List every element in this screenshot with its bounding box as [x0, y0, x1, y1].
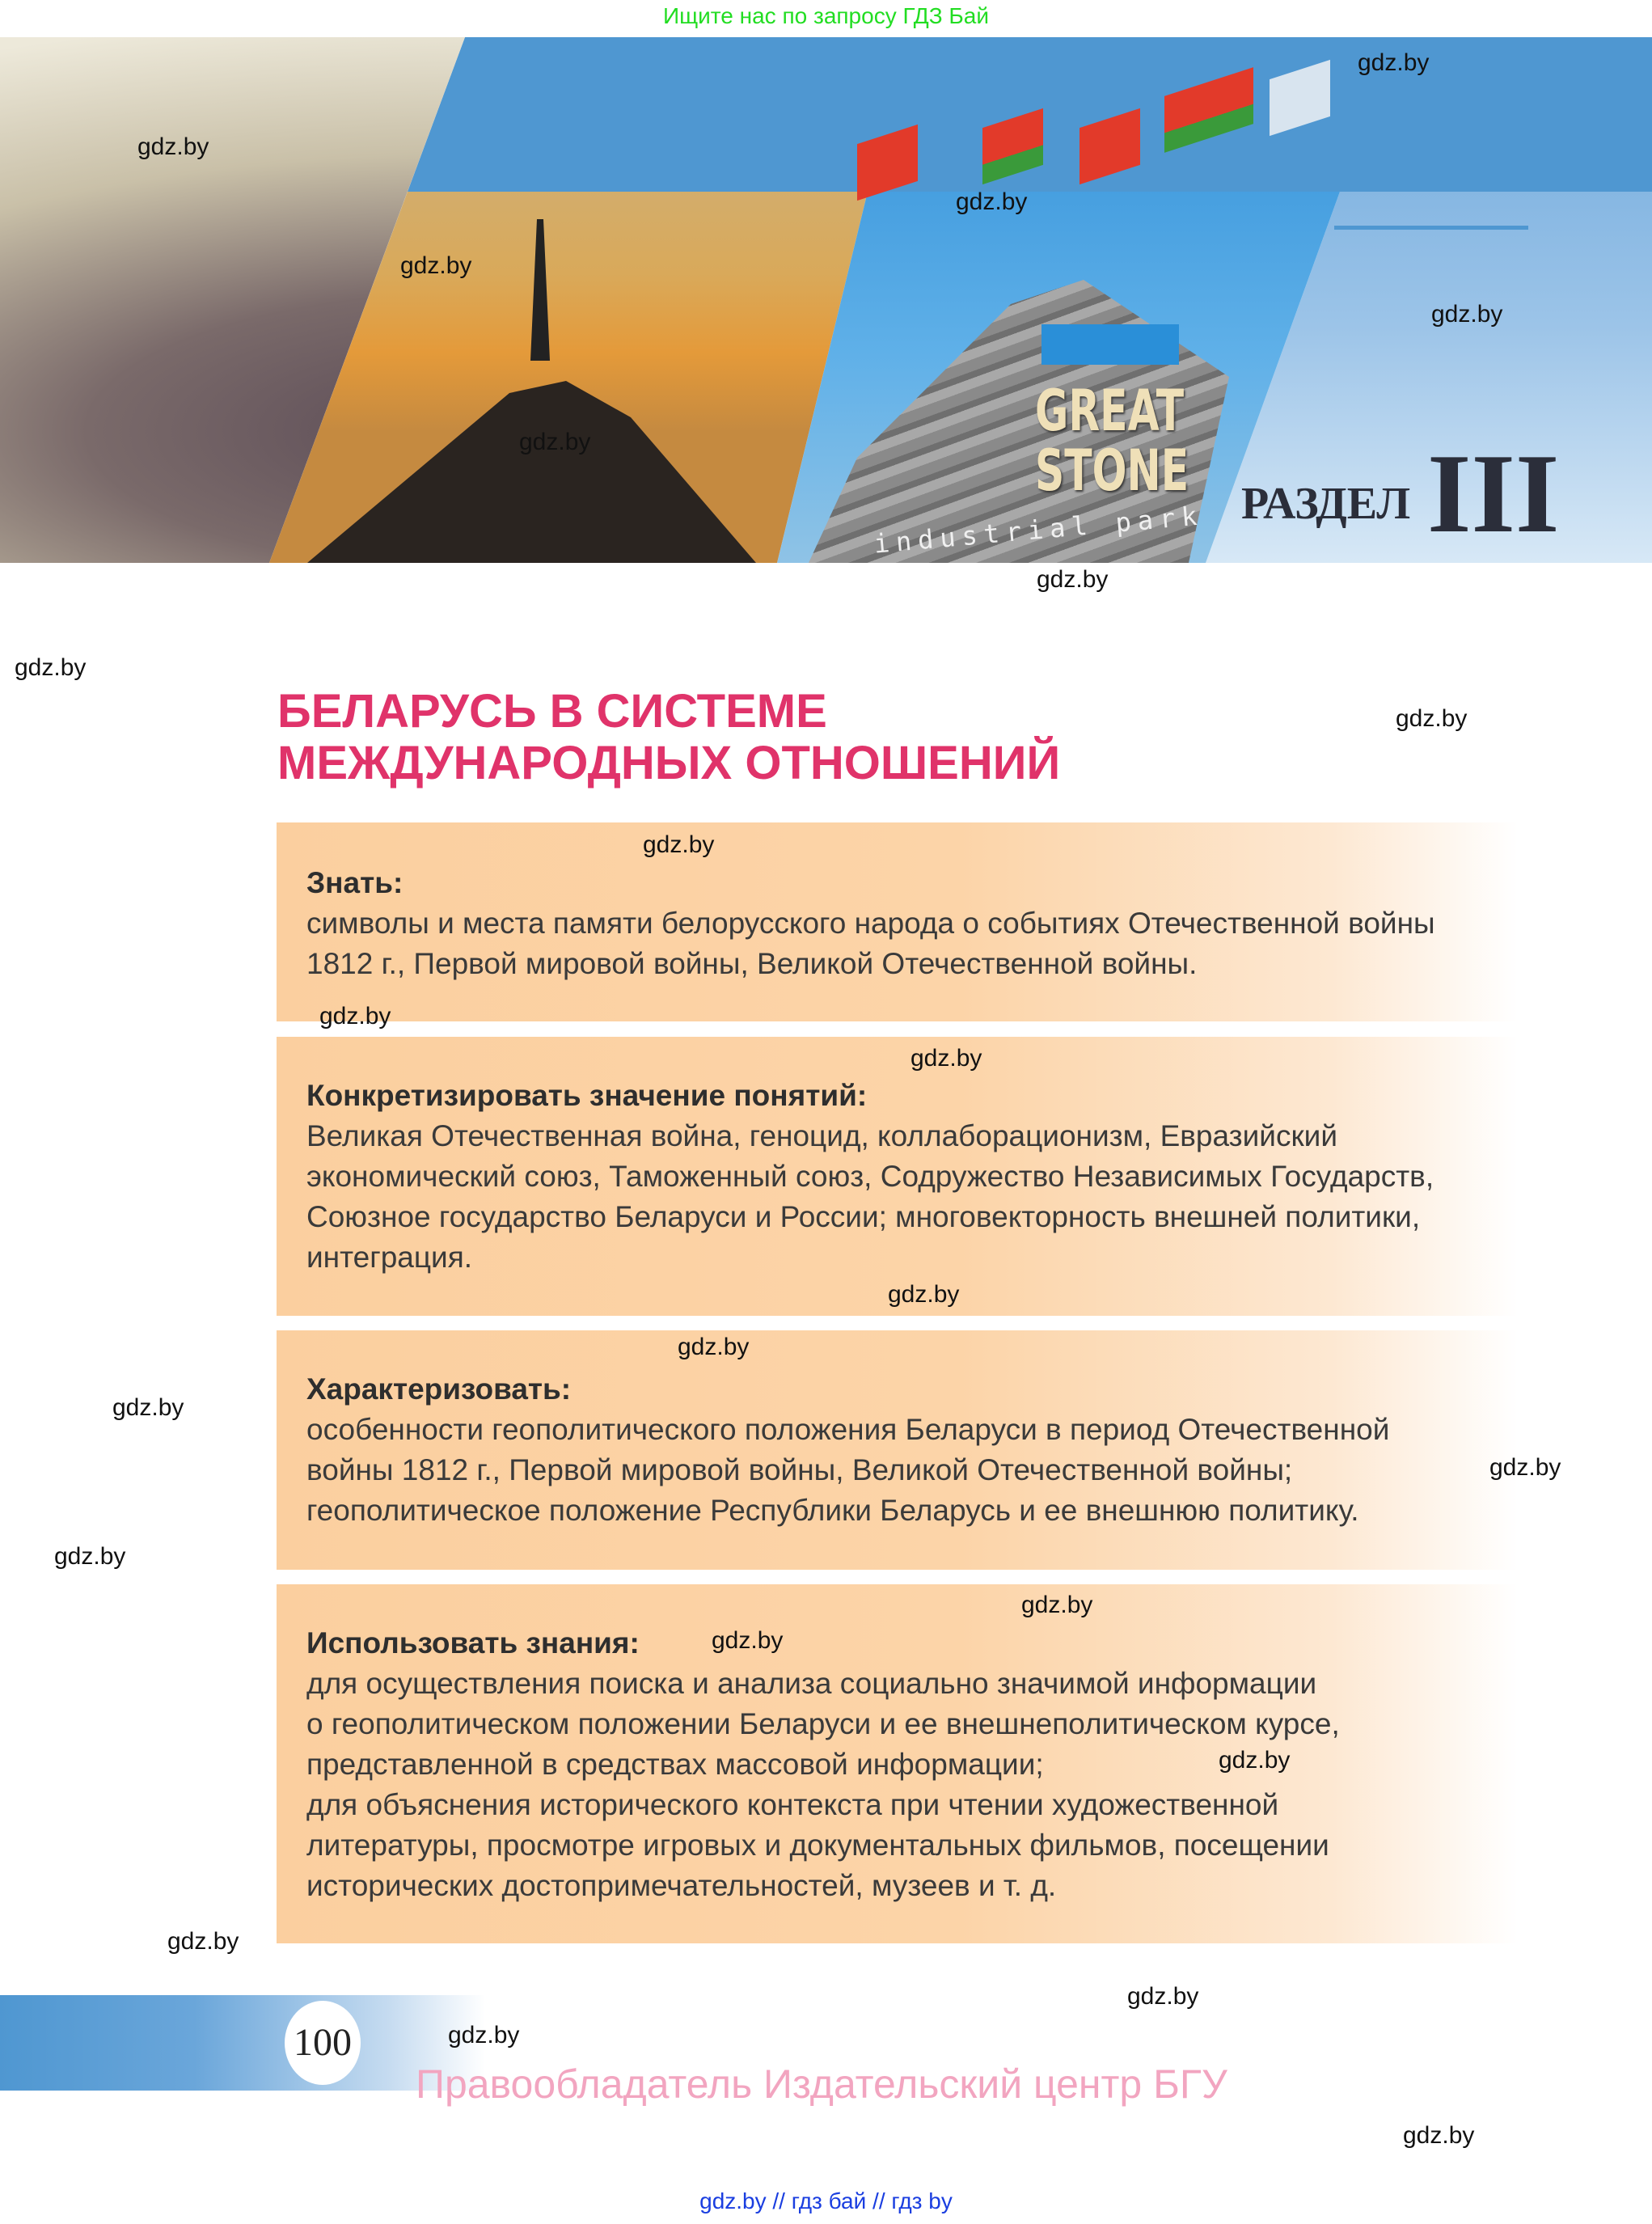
sign-line-1: GREAT [1035, 378, 1185, 444]
watermark: gdz.by [1021, 1592, 1093, 1618]
page-number: 100 [285, 2001, 361, 2085]
watermark: gdz.by [712, 1627, 784, 1654]
watermark: gdz.by [956, 188, 1028, 215]
watermark: gdz.by [137, 133, 209, 160]
goal-box-characterize [277, 1330, 1518, 1570]
watermark: gdz.by [1403, 2122, 1475, 2149]
great-stone-sign [1035, 378, 1189, 504]
watermark: gdz.by [15, 654, 87, 681]
section-number: III [1427, 431, 1560, 556]
watermark: gdz.by [1127, 1983, 1199, 2010]
watermark: gdz.by [1431, 301, 1503, 328]
watermark: gdz.by [400, 252, 472, 279]
goal-text: особенности геополитического положения Беларуси в период Отечественной войны 1812 г., Первой мировой войны, Великой Отечественной войны; геополитическое положение Республики Беларусь и ее внешнюю политику. [306, 1413, 1390, 1527]
goal-box-know [277, 822, 1518, 1021]
goal-text: символы и места памяти белорусского народа о событиях Отечественной войны 1812 г., Первой мировой войны, Великой Отечественной войны. [306, 907, 1435, 980]
watermark: gdz.by [911, 1045, 982, 1072]
goal-box-use [277, 1584, 1518, 1943]
watermark: gdz.by [1358, 49, 1430, 76]
chapter-title-line-1: БЕЛАРУСЬ В СИСТЕМЕ [277, 685, 827, 738]
sign-line-2: STONE [1035, 438, 1189, 504]
search-hint: Ищите нас по запросу ГДЗ Бай [662, 3, 990, 28]
footer-bar [0, 1995, 485, 2091]
watermark: gdz.by [167, 1928, 239, 1955]
goal-heading: Знать: [306, 866, 403, 899]
watermark: gdz.by [1037, 566, 1109, 593]
watermark: gdz.by [54, 1543, 126, 1570]
watermark: gdz.by [1219, 1747, 1291, 1774]
watermark: gdz.by [888, 1281, 960, 1308]
watermark: gdz.by [678, 1334, 750, 1360]
section-banner [0, 37, 1652, 563]
sign-blue-top [1041, 324, 1179, 365]
watermark: gdz.by [112, 1394, 184, 1421]
goal-text: Великая Отечественная война, геноцид, коллаборационизм, Евразийский экономический союз, Таможенный союз, Содружество Независимых Государств, Союзное государство Беларуси и России; многовекторность внешней политики, интеграция. [306, 1119, 1434, 1274]
goal-heading: Использовать знания: [306, 1626, 640, 1660]
section-label: РАЗДЕЛ [1241, 479, 1411, 529]
goal-heading: Конкретизировать значение понятий: [306, 1079, 868, 1112]
goal-box-concepts [277, 1037, 1518, 1316]
goal-heading: Характеризовать: [306, 1372, 572, 1406]
chapter-title-line-2: МЕЖДУНАРОДНЫХ ОТНОШЕНИЙ [277, 737, 1061, 789]
chapter-title [277, 686, 1060, 789]
watermark: gdz.by [1489, 1454, 1561, 1481]
banner-divider [1334, 226, 1528, 230]
watermark: gdz.by [448, 2022, 520, 2049]
copyright-notice: Правообладатель Издательский центр БГУ [416, 2061, 1227, 2107]
goal-text: для осуществления поиска и анализа социально значимой информации о геополитическом положении Беларуси и ее внешнеполитическом курсе, представленной в средствах массовой информации; для объяснения исторического контекста при чтении художественной литературы, просмотре игровых и документальных фильмов, посещении исторических достопримечательностей, музеев и т. д. [306, 1667, 1340, 1902]
watermark: gdz.by [643, 831, 715, 858]
watermark: gdz.by [1396, 705, 1468, 732]
sign-subtitle: industrial park [872, 500, 1205, 560]
bottom-links[interactable]: gdz.by // гдз бай // гдз by [699, 2188, 953, 2213]
watermark: gdz.by [319, 1003, 391, 1030]
watermark: gdz.by [519, 429, 591, 455]
